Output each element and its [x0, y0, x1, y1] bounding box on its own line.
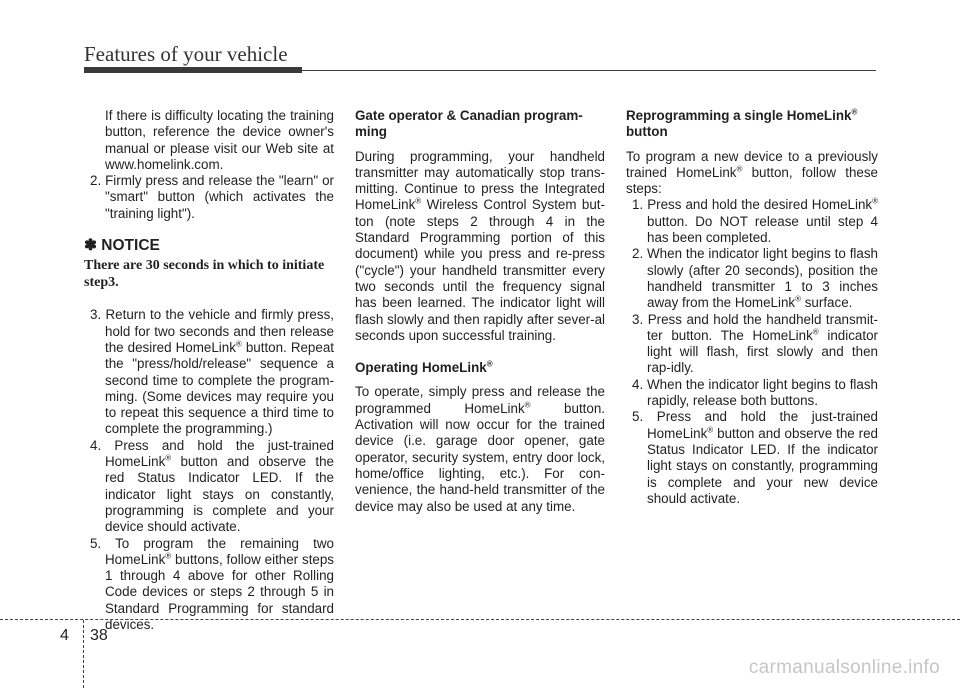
registered-mark: ® [795, 294, 802, 304]
reprogramming-heading: Reprogramming a single HomeLink® button [626, 107, 858, 140]
section-number: 4 [60, 627, 69, 644]
footer-divider [83, 620, 84, 688]
column-middle [355, 108, 605, 515]
operating-homelink-heading: Operating HomeLink® [355, 359, 493, 376]
operating-homelink-paragraph: To operate, simply press and release the programmed HomeLink® button. Activation will now occur for the trained device (i.e. garage door opener, gate operator, security system, entry door lock, home/office lighting, etc.). For con-venience, the hand-held transmitter of the device may also be used at any time. [355, 384, 605, 514]
column-left [84, 108, 334, 633]
page-number: 38 [90, 627, 108, 644]
registered-mark: ® [415, 197, 422, 207]
step-3: 3. Return to the vehicle and firmly press, hold for two seconds and then release the desired HomeLink® button. Repeat the "press/hold/release" sequence a second time to complete the program-ming. (Some devices may require you to repeat this sequence a third time to complete the programming.) [90, 307, 334, 437]
registered-mark: ® [235, 339, 242, 349]
gate-operator-heading: Gate operator & Canadian program-ming [355, 108, 583, 140]
intro-paragraph: If there is difficulty locating the training button, reference the device owner's manual or please visit our Web site at www.homelink.com. [105, 108, 334, 172]
notice-heading: ✽ NOTICE [84, 237, 160, 255]
registered-mark: ® [165, 453, 172, 463]
step-4: 4. Press and hold the just-trained HomeLink® button and observe the red Status Indicator LED. If the indicator light stays on constantly, programming is complete and your device should activate. [90, 437, 334, 535]
header-rule [302, 70, 876, 71]
registered-mark: ® [851, 107, 858, 117]
registered-mark: ® [736, 164, 743, 174]
column-right [626, 108, 878, 507]
gate-operator-paragraph: During programming, your handheld transmitter may automatically stop trans-mitting. Continue to press the Integrated HomeLink® Wireless Control System but-ton (note steps 2 through 4 in the Standard Programming portion of this document) while you press and re-press ("cycle") your handheld transmitter every two seconds until the frequency signal has been learned. The indicator light will flash slowly and then rapidly after sever-al seconds upon successful training. [355, 148, 605, 343]
registered-mark: ® [812, 327, 819, 337]
registered-mark: ® [872, 197, 878, 207]
reprogram-step-3: 3. Press and hold the handheld transmit-ter button. The HomeLink® indicator light will flash, first slowly and then rap-idly. [632, 311, 878, 376]
reprogram-step-2: 2. When the indicator light begins to flash slowly (after 20 seconds), position the handheld transmitter 1 to 3 inches away from the HomeLink® surface. [632, 246, 878, 311]
registered-mark: ® [707, 425, 714, 435]
page-header-title: Features of your vehicle [84, 42, 288, 66]
notice-body: There are 30 seconds in which to initiate step3. [84, 258, 325, 290]
reprogram-step-4: 4. When the indicator light begins to flash rapidly, release both buttons. [632, 376, 878, 409]
reprogram-step-1: 1. Press and hold the desired HomeLink® button. Do NOT release until step 4 has been completed. [632, 197, 878, 246]
reprogramming-intro: To program a new device to a previously trained HomeLink® button, follow these steps: [626, 148, 879, 197]
registered-mark: ® [165, 551, 172, 561]
registered-mark: ® [486, 359, 493, 369]
step-5: 5. To program the remaining two HomeLink® buttons, follow either steps 1 through 4 above for other Rolling Code devices or steps 2 through 5 in Standard Programming for standard devices. [90, 535, 334, 633]
registered-mark: ® [524, 400, 531, 410]
watermark-text: carmanualsonline.info [748, 657, 940, 678]
footer-rule [0, 619, 960, 620]
reprogram-step-5: 5. Press and hold the just-trained HomeLink® button and observe the red Status Indicator LED. If the indicator light stays on constantly, programming is complete and your new device should activate. [632, 409, 878, 506]
step-2: 2. Firmly press and release the "learn" or "smart" button (which activates the "training light"). [90, 173, 334, 221]
header-bar [84, 67, 302, 73]
